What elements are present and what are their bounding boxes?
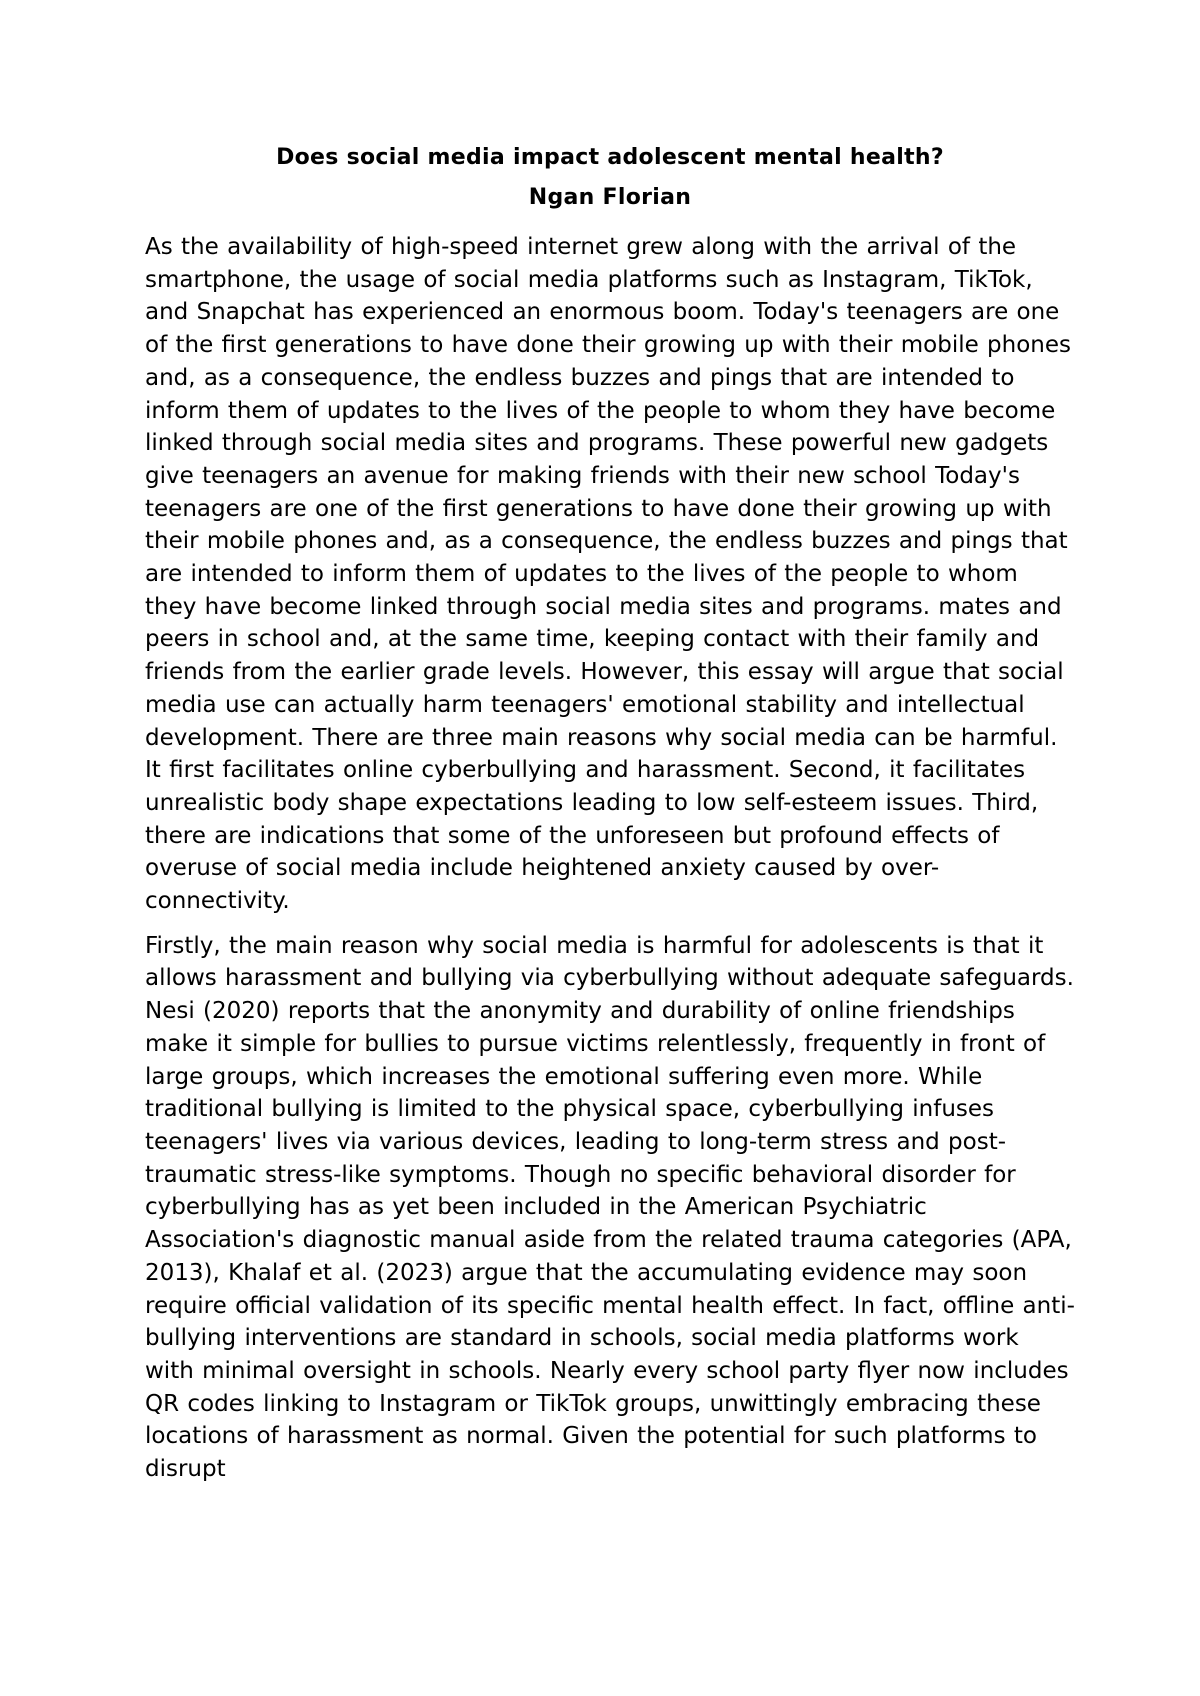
document-author: Ngan Florian: [528, 185, 692, 210]
paragraph-cyberbullying: Firstly, the main reason why social media is harmful for adolescents is that it allows harassment and bullying via cyberbullying without adequate safeguards. Nesi (2020) reports that the anonymity and durability of online friendships make it simple for bullies to pursue victims relentlessly, frequently in front of large groups, which increases the emotional suffering even more. While traditional bullying is limited to the physical space, cyberbullying infuses teenagers' lives via various devices, leading to long-term stress and post-traumatic stress-like symptoms. Though no specific behavioral disorder for cyberbullying has as yet been included in the American Psychiatric Association's diagnostic manual aside from the related trauma categories (APA, 2013), Khalaf et al. (2023) argue that the accumulating evidence may soon require official validation of its specific mental health effect. In fact, offline anti-bullying interventions are standard in schools, social media platforms work with minimal oversight in schools. Nearly every school party flyer now includes QR codes linking to Instagram or TikTok groups, unwittingly embracing these locations of harassment as normal. Given the potential for such platforms to disrupt: [145, 932, 1075, 1483]
paragraph-introduction: As the availability of high-speed internet grew along with the arrival of the smartphone, the usage of social media platforms such as Instagram, TikTok, and Snapchat has experienced an enormous boom. Today's teenagers are one of the first generations to have done their growing up with their mobile phones and, as a consequence, the endless buzzes and pings that are intended to inform them of updates to the lives of the people to whom they have become linked through social media sites and programs. These powerful new gadgets give teenagers an avenue for making friends with their new school Today's teenagers are one of the first generations to have done their growing up with their mobile phones and, as a consequence, the endless buzzes and pings that are intended to inform them of updates to the lives of the people to whom they have become linked through social media sites and programs. mates and peers in school and, at the same time, keeping contact with their family and friends from the earlier grade levels. However, this essay will argue that social media use can actually harm teenagers' emotional stability and intellectual development. There are three main reasons why social media can be harmful. It first facilitates online cyberbullying and harassment. Second, it facilitates unrealistic body shape expectations leading to low self-esteem issues. Third, there are indications that some of the unforeseen but profound effects of overuse of social media include heightened anxiety caused by over-connectivity.: [145, 234, 1072, 915]
document-page: [145, 143, 1075, 1498]
document-title: Does social media impact adolescent mental health?: [276, 145, 944, 170]
